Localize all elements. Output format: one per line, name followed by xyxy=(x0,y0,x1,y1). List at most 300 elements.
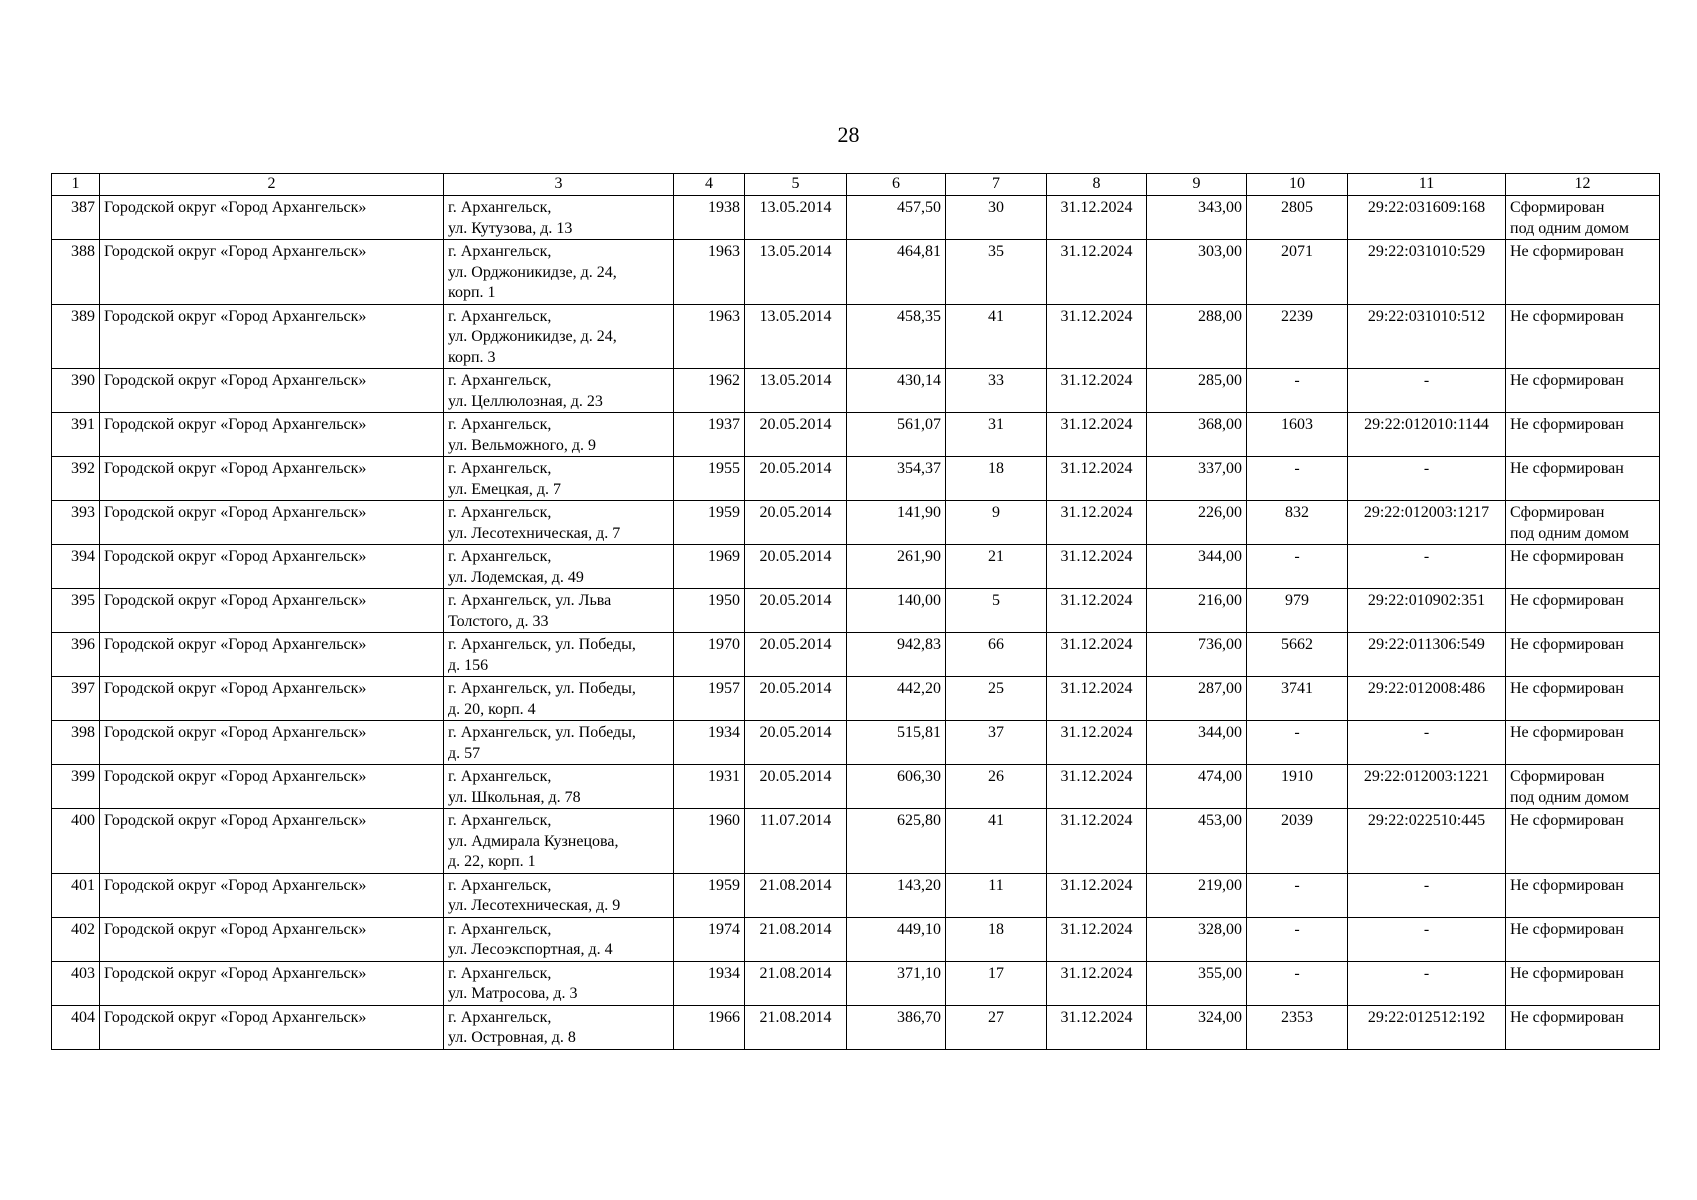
plot-status-cell xyxy=(1506,589,1660,633)
owner-cell: Городской округ «Город Архангельск» xyxy=(100,457,444,501)
row-number: 389 xyxy=(52,304,100,369)
deadline-cell: 31.12.2024 xyxy=(1047,589,1147,633)
plot-status-cell-line: Не сформирован xyxy=(1510,548,1624,565)
cadastral-number-cell: 29:22:012003:1217 xyxy=(1348,501,1506,545)
year-cell: 1931 xyxy=(674,765,745,809)
land-area-cell: 343,00 xyxy=(1147,196,1247,240)
plot-area-cell: 832 xyxy=(1247,501,1348,545)
address-cell-line: д. 156 xyxy=(448,656,489,674)
plot-status-cell xyxy=(1506,873,1660,917)
address-cell xyxy=(444,961,674,1005)
column-header-12: 12 xyxy=(1506,174,1660,196)
row-number: 400 xyxy=(52,809,100,874)
address-cell xyxy=(444,240,674,305)
deadline-cell: 31.12.2024 xyxy=(1047,917,1147,961)
table-row xyxy=(52,413,1660,457)
owner-cell: Городской округ «Город Архангельск» xyxy=(100,501,444,545)
table-row xyxy=(52,917,1660,961)
deadline-cell: 31.12.2024 xyxy=(1047,633,1147,677)
deadline-cell: 31.12.2024 xyxy=(1047,501,1147,545)
year-cell: 1974 xyxy=(674,917,745,961)
row-number: 390 xyxy=(52,369,100,413)
address-cell-line: г. Архангельск, xyxy=(448,768,552,785)
residents-cell: 18 xyxy=(946,917,1047,961)
area-cell: 354,37 xyxy=(847,457,946,501)
address-cell-line: г. Архангельск, xyxy=(448,199,552,216)
table-row xyxy=(52,1005,1660,1049)
land-area-cell: 219,00 xyxy=(1147,873,1247,917)
table-row xyxy=(52,873,1660,917)
date-cell: 21.08.2014 xyxy=(745,917,847,961)
year-cell: 1934 xyxy=(674,721,745,765)
residents-cell: 33 xyxy=(946,369,1047,413)
address-cell-line: г. Архангельск, ул. Победы, xyxy=(448,680,636,697)
residents-cell: 9 xyxy=(946,501,1047,545)
plot-status-cell-line: под одним домом xyxy=(1510,524,1629,542)
plot-area-cell: 2239 xyxy=(1247,304,1348,369)
row-number: 404 xyxy=(52,1005,100,1049)
land-area-cell: 288,00 xyxy=(1147,304,1247,369)
row-number: 393 xyxy=(52,501,100,545)
plot-status-cell xyxy=(1506,809,1660,874)
address-cell-line: г. Архангельск, ул. Победы, xyxy=(448,724,636,741)
address-cell xyxy=(444,765,674,809)
plot-status-cell xyxy=(1506,961,1660,1005)
column-header-8: 8 xyxy=(1047,174,1147,196)
year-cell: 1963 xyxy=(674,240,745,305)
area-cell: 449,10 xyxy=(847,917,946,961)
address-cell xyxy=(444,873,674,917)
date-cell: 13.05.2014 xyxy=(745,196,847,240)
row-number: 388 xyxy=(52,240,100,305)
plot-status-cell xyxy=(1506,413,1660,457)
owner-cell: Городской округ «Город Архангельск» xyxy=(100,633,444,677)
date-cell: 20.05.2014 xyxy=(745,589,847,633)
plot-status-cell-line: Не сформирован xyxy=(1510,636,1624,653)
plot-area-cell: - xyxy=(1247,721,1348,765)
plot-area-cell: - xyxy=(1247,369,1348,413)
address-cell-line: ул. Лесотехническая, д. 9 xyxy=(448,897,621,914)
address-cell-line: ул. Лодемская, д. 49 xyxy=(448,568,584,586)
area-cell: 515,81 xyxy=(847,721,946,765)
plot-status-cell-line: Не сформирован xyxy=(1510,592,1624,609)
column-header-4: 4 xyxy=(674,174,745,196)
residents-cell: 18 xyxy=(946,457,1047,501)
residents-cell: 41 xyxy=(946,809,1047,874)
plot-status-cell-line: Не сформирован xyxy=(1510,876,1624,894)
year-cell: 1959 xyxy=(674,873,745,917)
plot-area-cell: 1603 xyxy=(1247,413,1348,457)
year-cell: 1966 xyxy=(674,1005,745,1049)
cadastral-number-cell: - xyxy=(1348,917,1506,961)
area-cell: 261,90 xyxy=(847,545,946,589)
owner-cell: Городской округ «Город Архангельск» xyxy=(100,873,444,917)
table-row xyxy=(52,501,1660,545)
address-cell xyxy=(444,196,674,240)
address-cell-line: ул. Кутузова, д. 13 xyxy=(448,219,573,237)
land-area-cell: 453,00 xyxy=(1147,809,1247,874)
land-area-cell: 285,00 xyxy=(1147,369,1247,413)
address-cell xyxy=(444,545,674,589)
address-cell xyxy=(444,369,674,413)
address-cell-line: г. Архангельск, xyxy=(448,548,552,565)
land-area-cell: 287,00 xyxy=(1147,677,1247,721)
date-cell: 21.08.2014 xyxy=(745,873,847,917)
plot-status-cell-line: Не сформирован xyxy=(1510,920,1624,938)
plot-status-cell xyxy=(1506,1005,1660,1049)
plot-status-cell-line: Сформирован xyxy=(1510,768,1605,785)
cadastral-number-cell: - xyxy=(1348,369,1506,413)
cadastral-number-cell: 29:22:031010:512 xyxy=(1348,304,1506,369)
address-cell-line: г. Архангельск, xyxy=(448,876,552,894)
table-row xyxy=(52,589,1660,633)
owner-cell: Городской округ «Город Архангельск» xyxy=(100,240,444,305)
owner-cell: Городской округ «Город Архангельск» xyxy=(100,413,444,457)
row-number: 397 xyxy=(52,677,100,721)
row-number: 403 xyxy=(52,961,100,1005)
row-number: 395 xyxy=(52,589,100,633)
year-cell: 1963 xyxy=(674,304,745,369)
date-cell: 11.07.2014 xyxy=(745,809,847,874)
table-row xyxy=(52,457,1660,501)
address-cell-line: г. Архангельск, xyxy=(448,460,552,477)
column-header-1: 1 xyxy=(52,174,100,196)
deadline-cell: 31.12.2024 xyxy=(1047,873,1147,917)
deadline-cell: 31.12.2024 xyxy=(1047,304,1147,369)
residents-cell: 31 xyxy=(946,413,1047,457)
address-cell-line: ул. Емецкая, д. 7 xyxy=(448,480,561,498)
plot-status-cell-line: Не сформирован xyxy=(1510,1008,1624,1026)
address-cell-line: г. Архангельск, xyxy=(448,812,552,829)
residents-cell: 41 xyxy=(946,304,1047,369)
address-cell-line: г. Архангельск, ул. Льва xyxy=(448,592,612,609)
address-cell-line: г. Архангельск, xyxy=(448,504,552,521)
plot-status-cell xyxy=(1506,457,1660,501)
plot-status-cell xyxy=(1506,369,1660,413)
table-row xyxy=(52,369,1660,413)
date-cell: 20.05.2014 xyxy=(745,545,847,589)
plot-area-cell: 2071 xyxy=(1247,240,1348,305)
plot-area-cell: 2353 xyxy=(1247,1005,1348,1049)
land-area-cell: 368,00 xyxy=(1147,413,1247,457)
plot-status-cell xyxy=(1506,240,1660,305)
deadline-cell: 31.12.2024 xyxy=(1047,369,1147,413)
column-number-row xyxy=(52,174,1660,196)
date-cell: 20.05.2014 xyxy=(745,677,847,721)
owner-cell: Городской округ «Город Архангельск» xyxy=(100,765,444,809)
plot-area-cell: - xyxy=(1247,917,1348,961)
page-number: 28 xyxy=(837,122,860,147)
address-cell-line: г. Архангельск, xyxy=(448,964,552,982)
date-cell: 13.05.2014 xyxy=(745,240,847,305)
plot-status-cell-line: Не сформирован xyxy=(1510,307,1624,325)
plot-status-cell xyxy=(1506,917,1660,961)
address-cell-line: д. 57 xyxy=(448,744,481,762)
deadline-cell: 31.12.2024 xyxy=(1047,413,1147,457)
year-cell: 1962 xyxy=(674,369,745,413)
table-row xyxy=(52,545,1660,589)
cadastral-number-cell: 29:22:012512:192 xyxy=(1348,1005,1506,1049)
cadastral-number-cell: 29:22:011306:549 xyxy=(1348,633,1506,677)
area-cell: 143,20 xyxy=(847,873,946,917)
address-cell-line: ул. Матросова, д. 3 xyxy=(448,985,578,1002)
deadline-cell: 31.12.2024 xyxy=(1047,809,1147,874)
residents-cell: 17 xyxy=(946,961,1047,1005)
year-cell: 1955 xyxy=(674,457,745,501)
plot-status-cell-line: под одним домом xyxy=(1510,788,1629,806)
plot-status-cell xyxy=(1506,196,1660,240)
owner-cell: Городской округ «Город Архангельск» xyxy=(100,545,444,589)
cadastral-number-cell: 29:22:012008:486 xyxy=(1348,677,1506,721)
land-area-cell: 216,00 xyxy=(1147,589,1247,633)
residents-cell: 25 xyxy=(946,677,1047,721)
plot-status-cell-line: Не сформирован xyxy=(1510,460,1624,477)
address-cell xyxy=(444,457,674,501)
table-row xyxy=(52,240,1660,305)
owner-cell: Городской округ «Город Архангельск» xyxy=(100,1005,444,1049)
table-row xyxy=(52,304,1660,369)
row-number: 391 xyxy=(52,413,100,457)
address-cell xyxy=(444,809,674,874)
residents-cell: 27 xyxy=(946,1005,1047,1049)
address-cell xyxy=(444,1005,674,1049)
plot-status-cell xyxy=(1506,633,1660,677)
owner-cell: Городской округ «Город Архангельск» xyxy=(100,917,444,961)
address-cell-line: Толстого, д. 33 xyxy=(448,612,549,630)
plot-status-cell-line: Не сформирован xyxy=(1510,680,1624,697)
address-cell-line: г. Архангельск, xyxy=(448,1008,552,1026)
plot-status-cell xyxy=(1506,501,1660,545)
table-body xyxy=(52,196,1660,1050)
cadastral-number-cell: - xyxy=(1348,721,1506,765)
column-header-6: 6 xyxy=(847,174,946,196)
address-cell-line: г. Архангельск, xyxy=(448,243,552,260)
plot-status-cell-line: под одним домом xyxy=(1510,219,1629,237)
address-cell-line: г. Архангельск, xyxy=(448,372,552,389)
address-cell-line: ул. Вельможного, д. 9 xyxy=(448,436,596,454)
year-cell: 1938 xyxy=(674,196,745,240)
address-cell-line: д. 20, корп. 4 xyxy=(448,700,536,718)
address-cell-line: ул. Адмирала Кузнецова, xyxy=(448,832,619,850)
table-row xyxy=(52,765,1660,809)
plot-area-cell: 1910 xyxy=(1247,765,1348,809)
date-cell: 21.08.2014 xyxy=(745,961,847,1005)
area-cell: 561,07 xyxy=(847,413,946,457)
residents-cell: 21 xyxy=(946,545,1047,589)
owner-cell: Городской округ «Город Архангельск» xyxy=(100,809,444,874)
deadline-cell: 31.12.2024 xyxy=(1047,196,1147,240)
year-cell: 1969 xyxy=(674,545,745,589)
cadastral-number-cell: - xyxy=(1348,457,1506,501)
address-cell xyxy=(444,501,674,545)
column-header-9: 9 xyxy=(1147,174,1247,196)
residents-cell: 35 xyxy=(946,240,1047,305)
column-header-5: 5 xyxy=(745,174,847,196)
column-header-7: 7 xyxy=(946,174,1047,196)
plot-status-cell xyxy=(1506,765,1660,809)
year-cell: 1957 xyxy=(674,677,745,721)
plot-area-cell: 3741 xyxy=(1247,677,1348,721)
plot-area-cell: - xyxy=(1247,457,1348,501)
owner-cell: Городской округ «Город Архангельск» xyxy=(100,196,444,240)
year-cell: 1937 xyxy=(674,413,745,457)
residents-cell: 30 xyxy=(946,196,1047,240)
cadastral-number-cell: 29:22:012003:1221 xyxy=(1348,765,1506,809)
area-cell: 606,30 xyxy=(847,765,946,809)
address-cell-line: ул. Островная, д. 8 xyxy=(448,1029,576,1046)
owner-cell: Городской округ «Город Архангельск» xyxy=(100,961,444,1005)
year-cell: 1960 xyxy=(674,809,745,874)
row-number: 387 xyxy=(52,196,100,240)
address-cell xyxy=(444,304,674,369)
year-cell: 1934 xyxy=(674,961,745,1005)
plot-area-cell: 2039 xyxy=(1247,809,1348,874)
column-header-10: 10 xyxy=(1247,174,1348,196)
cadastral-number-cell: 29:22:031609:168 xyxy=(1348,196,1506,240)
row-number: 392 xyxy=(52,457,100,501)
table-header xyxy=(52,174,1660,196)
plot-area-cell: 5662 xyxy=(1247,633,1348,677)
cadastral-number-cell: - xyxy=(1348,545,1506,589)
land-area-cell: 344,00 xyxy=(1147,721,1247,765)
housing-registry-table xyxy=(51,173,1660,1050)
date-cell: 20.05.2014 xyxy=(745,457,847,501)
address-cell-line: г. Архангельск, xyxy=(448,920,552,938)
address-cell-line: ул. Орджоникидзе, д. 24, xyxy=(448,328,617,345)
column-header-3: 3 xyxy=(444,174,674,196)
area-cell: 464,81 xyxy=(847,240,946,305)
plot-status-cell-line: Не сформирован xyxy=(1510,964,1624,982)
column-header-2: 2 xyxy=(100,174,444,196)
cadastral-number-cell: 29:22:010902:351 xyxy=(1348,589,1506,633)
plot-area-cell: - xyxy=(1247,545,1348,589)
cadastral-number-cell: - xyxy=(1348,873,1506,917)
land-area-cell: 736,00 xyxy=(1147,633,1247,677)
table-row xyxy=(52,196,1660,240)
deadline-cell: 31.12.2024 xyxy=(1047,240,1147,305)
row-number: 399 xyxy=(52,765,100,809)
area-cell: 457,50 xyxy=(847,196,946,240)
deadline-cell: 31.12.2024 xyxy=(1047,457,1147,501)
row-number: 398 xyxy=(52,721,100,765)
residents-cell: 26 xyxy=(946,765,1047,809)
date-cell: 20.05.2014 xyxy=(745,765,847,809)
date-cell: 20.05.2014 xyxy=(745,633,847,677)
row-number: 401 xyxy=(52,873,100,917)
address-cell-line: д. 22, корп. 1 xyxy=(448,853,536,870)
deadline-cell: 31.12.2024 xyxy=(1047,765,1147,809)
address-cell-line: ул. Лесоэкспортная, д. 4 xyxy=(448,941,613,958)
plot-status-cell xyxy=(1506,721,1660,765)
residents-cell: 37 xyxy=(946,721,1047,765)
plot-status-cell xyxy=(1506,545,1660,589)
deadline-cell: 31.12.2024 xyxy=(1047,677,1147,721)
plot-status-cell xyxy=(1506,304,1660,369)
area-cell: 141,90 xyxy=(847,501,946,545)
owner-cell: Городской округ «Город Архангельск» xyxy=(100,721,444,765)
table-row xyxy=(52,809,1660,874)
plot-area-cell: - xyxy=(1247,873,1348,917)
owner-cell: Городской округ «Город Архангельск» xyxy=(100,677,444,721)
table-row xyxy=(52,961,1660,1005)
residents-cell: 5 xyxy=(946,589,1047,633)
address-cell xyxy=(444,917,674,961)
cadastral-number-cell: - xyxy=(1348,961,1506,1005)
plot-status-cell-line: Не сформирован xyxy=(1510,243,1624,260)
deadline-cell: 31.12.2024 xyxy=(1047,961,1147,1005)
residents-cell: 66 xyxy=(946,633,1047,677)
date-cell: 20.05.2014 xyxy=(745,721,847,765)
area-cell: 386,70 xyxy=(847,1005,946,1049)
area-cell: 942,83 xyxy=(847,633,946,677)
address-cell-line: ул. Лесотехническая, д. 7 xyxy=(448,524,621,542)
area-cell: 371,10 xyxy=(847,961,946,1005)
address-cell xyxy=(444,721,674,765)
area-cell: 458,35 xyxy=(847,304,946,369)
land-area-cell: 337,00 xyxy=(1147,457,1247,501)
plot-status-cell-line: Не сформирован xyxy=(1510,812,1624,829)
plot-status-cell-line: Сформирован xyxy=(1510,504,1605,521)
land-area-cell: 355,00 xyxy=(1147,961,1247,1005)
plot-area-cell: - xyxy=(1247,961,1348,1005)
owner-cell: Городской округ «Город Архангельск» xyxy=(100,589,444,633)
cadastral-number-cell: 29:22:022510:445 xyxy=(1348,809,1506,874)
plot-status-cell-line: Сформирован xyxy=(1510,199,1605,216)
address-cell-line: ул. Школьная, д. 78 xyxy=(448,788,581,806)
cadastral-number-cell: 29:22:012010:1144 xyxy=(1348,413,1506,457)
address-cell-line: г. Архангельск, ул. Победы, xyxy=(448,636,636,653)
table-row xyxy=(52,721,1660,765)
address-cell-line: г. Архангельск, xyxy=(448,416,552,433)
land-area-cell: 324,00 xyxy=(1147,1005,1247,1049)
owner-cell: Городской округ «Город Архангельск» xyxy=(100,304,444,369)
deadline-cell: 31.12.2024 xyxy=(1047,721,1147,765)
date-cell: 20.05.2014 xyxy=(745,501,847,545)
deadline-cell: 31.12.2024 xyxy=(1047,1005,1147,1049)
year-cell: 1950 xyxy=(674,589,745,633)
deadline-cell: 31.12.2024 xyxy=(1047,545,1147,589)
table-row xyxy=(52,677,1660,721)
plot-area-cell: 979 xyxy=(1247,589,1348,633)
area-cell: 625,80 xyxy=(847,809,946,874)
area-cell: 442,20 xyxy=(847,677,946,721)
row-number: 396 xyxy=(52,633,100,677)
plot-status-cell-line: Не сформирован xyxy=(1510,372,1624,389)
plot-area-cell: 2805 xyxy=(1247,196,1348,240)
cadastral-number-cell: 29:22:031010:529 xyxy=(1348,240,1506,305)
date-cell: 13.05.2014 xyxy=(745,304,847,369)
owner-cell: Городской округ «Город Архангельск» xyxy=(100,369,444,413)
land-area-cell: 226,00 xyxy=(1147,501,1247,545)
row-number: 394 xyxy=(52,545,100,589)
area-cell: 430,14 xyxy=(847,369,946,413)
date-cell: 13.05.2014 xyxy=(745,369,847,413)
land-area-cell: 328,00 xyxy=(1147,917,1247,961)
table-row xyxy=(52,633,1660,677)
land-area-cell: 303,00 xyxy=(1147,240,1247,305)
column-header-11: 11 xyxy=(1348,174,1506,196)
plot-status-cell xyxy=(1506,677,1660,721)
address-cell-line: ул. Орджоникидзе, д. 24, xyxy=(448,263,617,281)
land-area-cell: 344,00 xyxy=(1147,545,1247,589)
date-cell: 21.08.2014 xyxy=(745,1005,847,1049)
year-cell: 1959 xyxy=(674,501,745,545)
land-area-cell: 474,00 xyxy=(1147,765,1247,809)
plot-status-cell-line: Не сформирован xyxy=(1510,416,1624,433)
address-cell-line: корп. 3 xyxy=(448,348,496,366)
address-cell-line: корп. 1 xyxy=(448,284,496,301)
address-cell xyxy=(444,633,674,677)
